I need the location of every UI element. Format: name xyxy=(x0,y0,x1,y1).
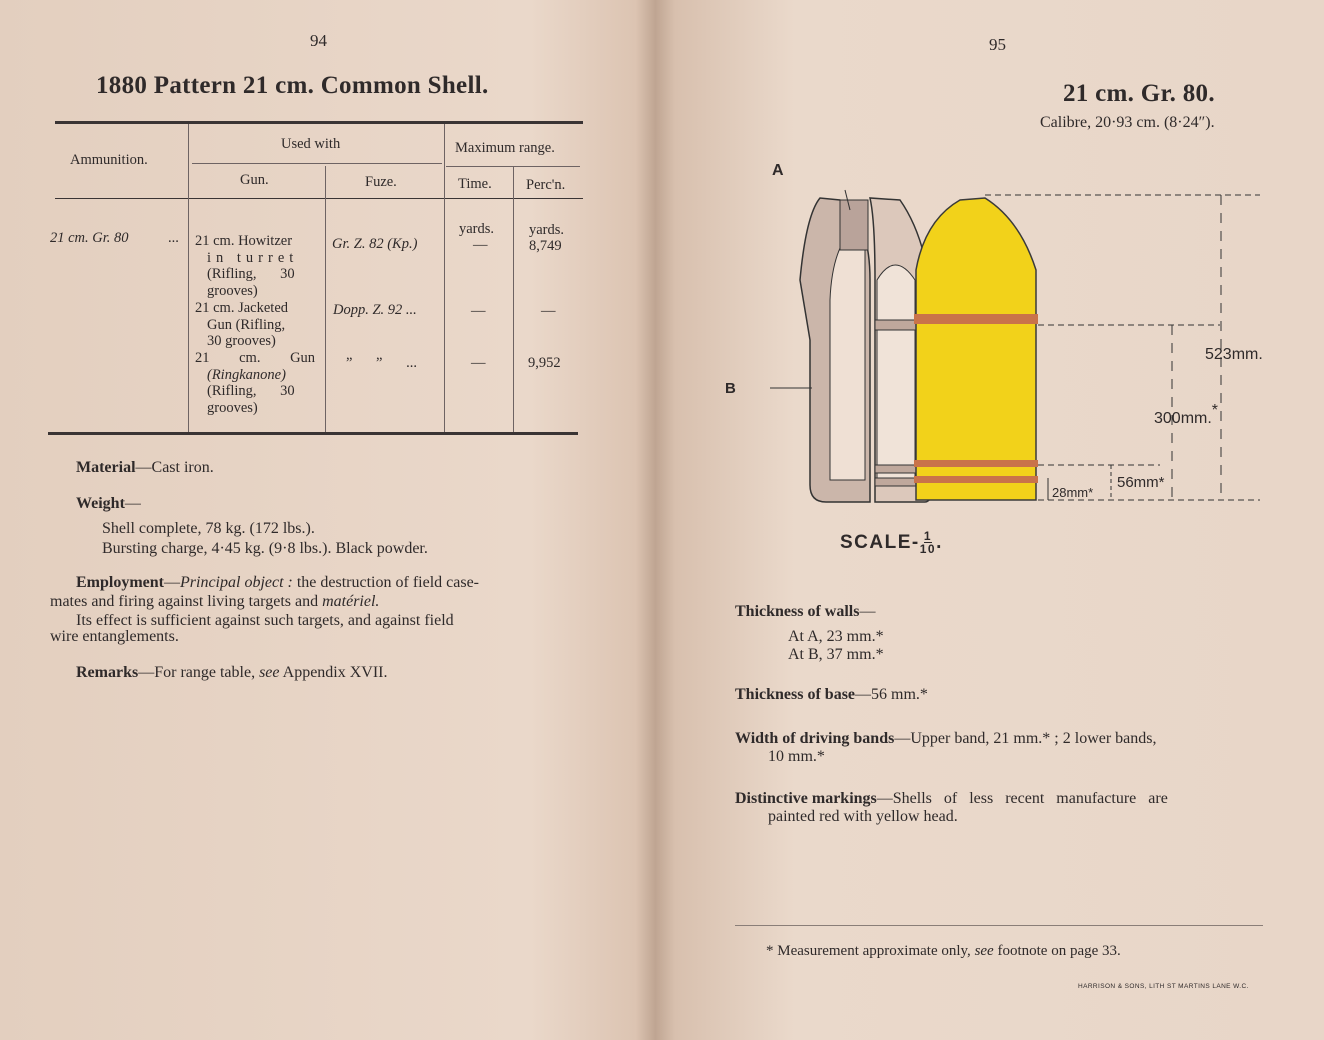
employment-text: mates and firing against living targets and xyxy=(50,593,323,610)
shell-section-drawing xyxy=(770,190,932,502)
table-top-rule xyxy=(55,121,583,124)
col-header-ammunition: Ammunition. xyxy=(70,152,148,168)
perc-unit: yards. xyxy=(529,222,565,238)
scale-denominator: 10 xyxy=(919,542,937,556)
col-header-time: Time. xyxy=(458,176,492,192)
label-a: A xyxy=(772,162,784,179)
printer-imprint: HARRISON & SONS, LITH ST MARTINS LANE W.C. xyxy=(1078,983,1249,990)
walls-label: Thickness of walls xyxy=(735,603,860,620)
page-title: 1880 Pattern 21 cm. Common Shell. xyxy=(96,72,489,99)
footnote-text: footnote on page 33. xyxy=(993,943,1121,959)
markings-value: —Shells of less recent manufacture are xyxy=(876,790,1168,807)
dim-523: 523mm. xyxy=(1205,346,1263,363)
page-number: 94 xyxy=(310,31,327,50)
footnote-star: * xyxy=(766,943,774,959)
fuze-cell-2: Dopp. Z. 92 ... xyxy=(333,302,417,318)
remarks-see: see xyxy=(259,664,280,681)
scale-end: . xyxy=(936,531,943,553)
walls-b: At B, 37 mm.* xyxy=(788,646,884,663)
col-header-max-range: Maximum range. xyxy=(455,140,555,156)
ammunition-name: 21 cm. Gr. 80 xyxy=(50,230,129,246)
bands-line-1 xyxy=(735,730,1157,748)
dim-300-star: * xyxy=(1211,402,1219,419)
shell-elevation xyxy=(914,198,1038,500)
remarks-line xyxy=(76,664,388,682)
page-title: 21 cm. Gr. 80. xyxy=(1063,80,1215,107)
label-b: B xyxy=(725,380,736,397)
gun-line: (Rifling, 30 xyxy=(207,266,295,282)
fuze-cell-3: ” ” ... xyxy=(346,355,417,371)
employment-principal: Principal object : xyxy=(180,574,293,591)
gun-line: (Ringkanone) xyxy=(207,366,286,383)
employment-line-2 xyxy=(50,593,379,611)
right-page xyxy=(660,0,1324,1040)
gun-line: Gun (Rifling, xyxy=(207,316,286,333)
footnote-see: see xyxy=(974,943,994,959)
dim-56: 56mm* xyxy=(1117,474,1165,491)
table-vline xyxy=(325,166,326,432)
employment-dash: — xyxy=(164,574,180,591)
weight-dash: — xyxy=(124,495,141,512)
footnote-rule xyxy=(735,925,1263,926)
scale-text: SCALE- xyxy=(840,531,920,553)
shell-diagram xyxy=(720,160,1280,560)
calibre-line: Calibre, 20·93 cm. (8·24″). xyxy=(1040,114,1215,131)
material-value: —Cast iron. xyxy=(135,459,214,476)
gun-line: grooves) xyxy=(207,282,258,299)
bands-line-2: 10 mm.* xyxy=(768,748,825,765)
walls-dash: — xyxy=(859,603,876,620)
scale-fraction xyxy=(920,530,936,555)
time-cell-1: — xyxy=(473,237,488,253)
footnote xyxy=(766,942,1121,960)
lower-band xyxy=(914,460,1038,467)
remarks-text: Appendix XVII. xyxy=(279,664,388,681)
markings-line-1 xyxy=(735,790,1265,808)
weight-line-2: Bursting charge, 4·45 kg. (9·8 lbs.). Black powder. xyxy=(102,540,428,557)
weight-heading xyxy=(76,495,141,513)
table-header-rule xyxy=(55,198,583,199)
col-header-used-with: Used with xyxy=(281,136,341,152)
bands-label: Width of driving bands xyxy=(735,730,895,747)
col-header-fuze: Fuze. xyxy=(365,174,397,190)
employment-line-3: Its effect is sufficient against such targets, and against field xyxy=(76,612,454,629)
material-label: Material xyxy=(76,459,136,476)
weight-label: Weight xyxy=(76,495,125,512)
table-vline xyxy=(188,124,189,432)
ammunition-dots: ... xyxy=(168,230,179,246)
perc-cell-1: 8,749 xyxy=(529,238,562,254)
gun-cell-1 xyxy=(195,233,319,299)
perc-cell-3: 9,952 xyxy=(528,355,561,371)
walls-heading xyxy=(735,603,875,621)
weight-line-1: Shell complete, 78 kg. (172 lbs.). xyxy=(102,520,315,537)
gun-line: in turret xyxy=(207,249,299,266)
markings-line-2: painted red with yellow head. xyxy=(768,808,958,825)
employment-line-4: wire entanglements. xyxy=(50,628,179,645)
base-line xyxy=(735,686,928,704)
gun-line: 30 grooves) xyxy=(207,333,276,349)
employment-materiel: matériel. xyxy=(322,593,380,610)
scale-label xyxy=(840,530,943,555)
gun-line: 21 cm. Jacketed xyxy=(195,300,289,316)
time-unit: yards. xyxy=(459,221,495,237)
used-with-rule xyxy=(192,163,442,164)
remarks-text: —For range table, xyxy=(138,664,260,681)
upper-band xyxy=(914,314,1038,324)
gun-line: grooves) xyxy=(207,399,258,416)
fuze-cell-1: Gr. Z. 82 (Kp.) xyxy=(332,236,418,252)
gun-line: 21 cm. Howitzer xyxy=(195,233,293,249)
remarks-label: Remarks xyxy=(76,664,139,681)
gun-line: 21 cm. Gun xyxy=(195,350,316,366)
gun-cell-2 xyxy=(195,300,319,350)
gun-cell-3 xyxy=(195,350,319,416)
base-value: —56 mm.* xyxy=(855,686,928,703)
footnote-text: Measurement approximate only, xyxy=(777,943,975,959)
employment-line-1 xyxy=(76,574,581,592)
dim-300-value: 300mm. xyxy=(1154,410,1212,427)
perc-cell-2: — xyxy=(541,303,556,319)
time-cell-3: — xyxy=(471,355,486,371)
table-vline xyxy=(513,166,514,432)
lower-band xyxy=(914,476,1038,483)
markings-label: Distinctive markings xyxy=(735,790,877,807)
walls-a: At A, 23 mm.* xyxy=(788,628,884,645)
time-cell-2: — xyxy=(471,303,486,319)
employment-label: Employment xyxy=(76,574,164,591)
base-label: Thickness of base xyxy=(735,686,856,703)
table-vline xyxy=(444,124,445,432)
employment-text: the destruction of field case- xyxy=(292,574,480,591)
scale-numerator: 1 xyxy=(923,529,932,543)
table-bottom-rule xyxy=(48,432,578,435)
page-number: 95 xyxy=(989,35,1006,54)
col-header-gun: Gun. xyxy=(240,172,269,188)
gun-line: (Rifling, 30 xyxy=(207,383,295,399)
left-page xyxy=(0,0,650,1040)
bands-value: —Upper band, 21 mm.* ; 2 lower bands, xyxy=(894,730,1157,747)
dim-28: 28mm* xyxy=(1052,485,1094,500)
material-line xyxy=(76,459,214,477)
col-header-perc: Perc'n. xyxy=(526,177,566,193)
dim-300 xyxy=(1154,402,1219,428)
